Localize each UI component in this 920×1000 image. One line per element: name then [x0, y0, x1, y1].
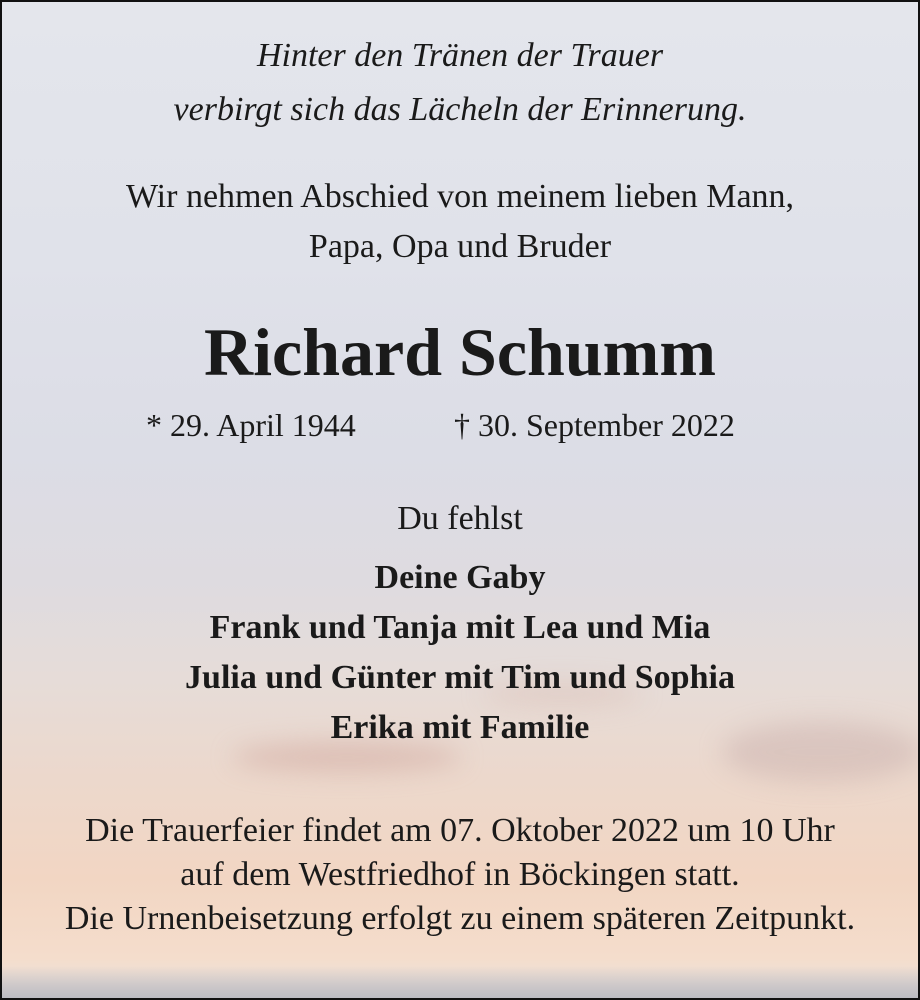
mourner: Erika mit Familie	[330, 709, 590, 746]
mourner: Deine Gaby	[374, 559, 546, 596]
deceased-name: Richard Schumm	[204, 314, 716, 390]
mourner: Frank und Tanja mit Lea und Mia	[209, 609, 711, 646]
service-line-1: Die Trauerfeier findet am 07. Oktober 2022 um 10 Uhr	[85, 812, 835, 849]
service-line-3: Die Urnenbeisetzung erfolgt zu einem späteren Zeitpunkt.	[64, 900, 856, 937]
message: Du fehlst	[397, 500, 523, 537]
motto-line-1: Hinter den Tränen der Trauer	[256, 37, 664, 74]
intro-line-2: Papa, Opa und Bruder	[308, 228, 612, 265]
birth-date: * 29. April 1944	[146, 407, 356, 443]
motto-line-2: verbirgt sich das Lächeln der Erinnerung.	[173, 91, 747, 128]
background-horizon	[2, 966, 918, 998]
mourner: Julia und Günter mit Tim und Sophia	[185, 659, 735, 696]
service-line-2: auf dem Westfriedhof in Böckingen statt.	[180, 856, 740, 893]
intro-line-1: Wir nehmen Abschied von meinem lieben Mann,	[125, 178, 795, 215]
death-date: † 30. September 2022	[454, 407, 735, 443]
